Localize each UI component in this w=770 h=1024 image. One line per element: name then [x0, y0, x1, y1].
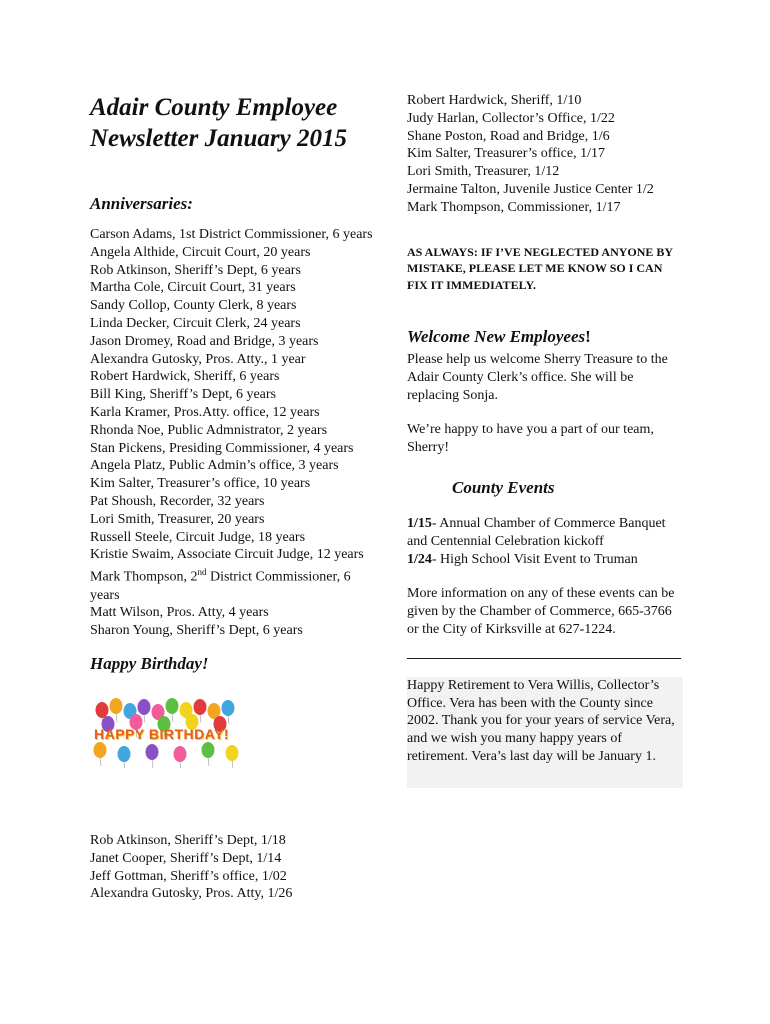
event-text: - Annual Chamber of Commerce Banquet and Centennial Celebration kickoff — [407, 516, 666, 549]
list-item: Linda Decker, Circuit Clerk, 24 years — [90, 315, 301, 331]
birthday-heading: Happy Birthday! — [90, 653, 209, 673]
list-item: Pat Shoush, Recorder, 32 years — [90, 493, 265, 509]
balloon — [146, 744, 159, 760]
welcome-paragraph: Please help us welcome Sherry Treasure to the Adair County Clerk’s office. She will be replacing Sonja. — [407, 352, 668, 403]
balloon-string — [208, 757, 209, 766]
list-item: Kim Salter, Treasurer’s office, 10 years — [90, 476, 311, 492]
balloon-string — [100, 757, 101, 766]
event-text: - High School Visit Event to Truman — [431, 551, 638, 567]
anniversaries-list — [90, 226, 380, 640]
balloon-string — [172, 713, 173, 722]
list-item: Robert Hardwick, Sheriff, 6 years — [90, 369, 280, 385]
list-item: Lori Smith, Treasurer, 1/12 — [407, 164, 560, 180]
list-item: Stan Pickens, Presiding Commissioner, 4 years — [90, 440, 354, 456]
balloon — [222, 700, 235, 716]
welcome-heading: Welcome New Employees! — [407, 327, 591, 347]
balloon-string — [180, 761, 181, 768]
balloon-string — [232, 760, 233, 768]
neglect-notice: AS ALWAYS: IF I’VE NEGLECTED ANYONE BY MISTAKE, PLEASE LET ME KNOW SO I CAN FIX IT IMMEDIATELY. — [407, 244, 673, 292]
event-item — [407, 515, 682, 551]
list-item: Robert Hardwick, Sheriff, 1/10 — [407, 93, 582, 108]
birthday-list-right — [407, 92, 682, 217]
birthday-balloons-image — [90, 698, 240, 768]
balloon — [94, 742, 107, 758]
balloon — [202, 742, 215, 758]
balloon — [226, 745, 239, 761]
events-heading: County Events — [452, 478, 555, 498]
list-item: Angela Althide, Circuit Court, 20 years — [90, 244, 311, 260]
list-item: Russell Steele, Circuit Judge, 18 years — [90, 529, 306, 545]
list-item: Alexandra Gutosky, Pros. Atty., 1 year — [90, 351, 306, 367]
list-item: Martha Cole, Circuit Court, 31 years — [90, 280, 296, 296]
balloon-string — [228, 715, 229, 724]
balloon-string — [200, 714, 201, 723]
list-item: Bill King, Sheriff’s Dept, 6 years — [90, 387, 276, 403]
event-item — [407, 551, 682, 569]
list-item — [90, 564, 380, 604]
list-item: Sandy Collop, County Clerk, 8 years — [90, 298, 297, 314]
events-list — [407, 515, 682, 568]
list-item: Sharon Young, Sheriff’s Dept, 6 years — [90, 623, 303, 639]
thompson-post: District Commissioner, 6 years — [90, 569, 351, 603]
right-column — [407, 92, 682, 788]
list-item: Shane Poston, Road and Bridge, 1/6 — [407, 128, 610, 144]
list-item: Rob Atkinson, Sheriff’s Dept, 1/18 — [90, 832, 286, 848]
list-item: Kristie Swaim, Associate Circuit Judge, 12 years — [90, 547, 364, 563]
left-column — [90, 92, 380, 903]
list-item: Carson Adams, 1st District Commissioner, 6 years — [90, 227, 373, 242]
anniversaries-heading: Anniversaries: — [90, 194, 193, 213]
event-date: 1/24 — [407, 551, 432, 567]
ordinal-suffix: nd — [197, 567, 207, 578]
balloon-string — [152, 759, 153, 768]
list-item: Jeff Gottman, Sheriff’s office, 1/02 — [90, 868, 287, 884]
list-item: Kim Salter, Treasurer’s office, 1/17 — [407, 146, 606, 162]
balloon-string — [124, 761, 125, 768]
birthday-banner-text: HAPPY BIRTHDAY! — [94, 725, 230, 742]
balloon — [194, 699, 207, 715]
list-item: Angela Platz, Public Admin’s office, 3 years — [90, 458, 339, 474]
balloon-string — [144, 714, 145, 723]
welcome-paragraph-2: We’re happy to have you a part of our team, Sherry! — [407, 422, 654, 456]
balloon — [118, 746, 131, 762]
section-divider — [407, 658, 681, 659]
list-item: Matt Wilson, Pros. Atty, 4 years — [90, 605, 269, 621]
list-item: Jermaine Talton, Juvenile Justice Center 1/2 — [407, 181, 654, 197]
birthday-list-left — [90, 832, 380, 903]
event-date: 1/15 — [407, 516, 432, 532]
balloon-string — [116, 713, 117, 722]
list-item: Lori Smith, Treasurer, 20 years — [90, 511, 265, 527]
list-item: Janet Cooper, Sheriff’s Dept, 1/14 — [90, 850, 282, 866]
list-item: Rob Atkinson, Sheriff’s Dept, 6 years — [90, 262, 301, 278]
thompson-pre: Mark Thompson, 2 — [90, 569, 198, 585]
newsletter-title: Adair County Employee Newsletter January 2015 — [90, 94, 347, 152]
list-item: Rhonda Noe, Public Admnistrator, 2 years — [90, 422, 328, 438]
balloon — [174, 746, 187, 762]
events-more-info: More information on any of these events can be given by the Chamber of Commerce, 665-3766 or the City of Kirksville at 627-1224. — [407, 586, 675, 638]
list-item: Mark Thompson, Commissioner, 1/17 — [407, 199, 621, 215]
balloon — [110, 698, 123, 714]
list-item: Alexandra Gutosky, Pros. Atty, 1/26 — [90, 886, 293, 902]
list-item: Judy Harlan, Collector’s Office, 1/22 — [407, 110, 615, 126]
list-item: Jason Dromey, Road and Bridge, 3 years — [90, 333, 319, 349]
balloon — [96, 702, 109, 718]
retirement-text: Happy Retirement to Vera Willis, Collector’s Office. Vera has been with the County since 2002. Thank you for your years of service Vera, and we wish you many happy years of retirement. Vera’s last day will be January 1. — [407, 677, 675, 765]
balloon — [166, 698, 179, 714]
retirement-box — [407, 677, 683, 788]
list-item: Karla Kramer, Pros.Atty. office, 12 years — [90, 404, 320, 420]
balloon — [138, 699, 151, 715]
